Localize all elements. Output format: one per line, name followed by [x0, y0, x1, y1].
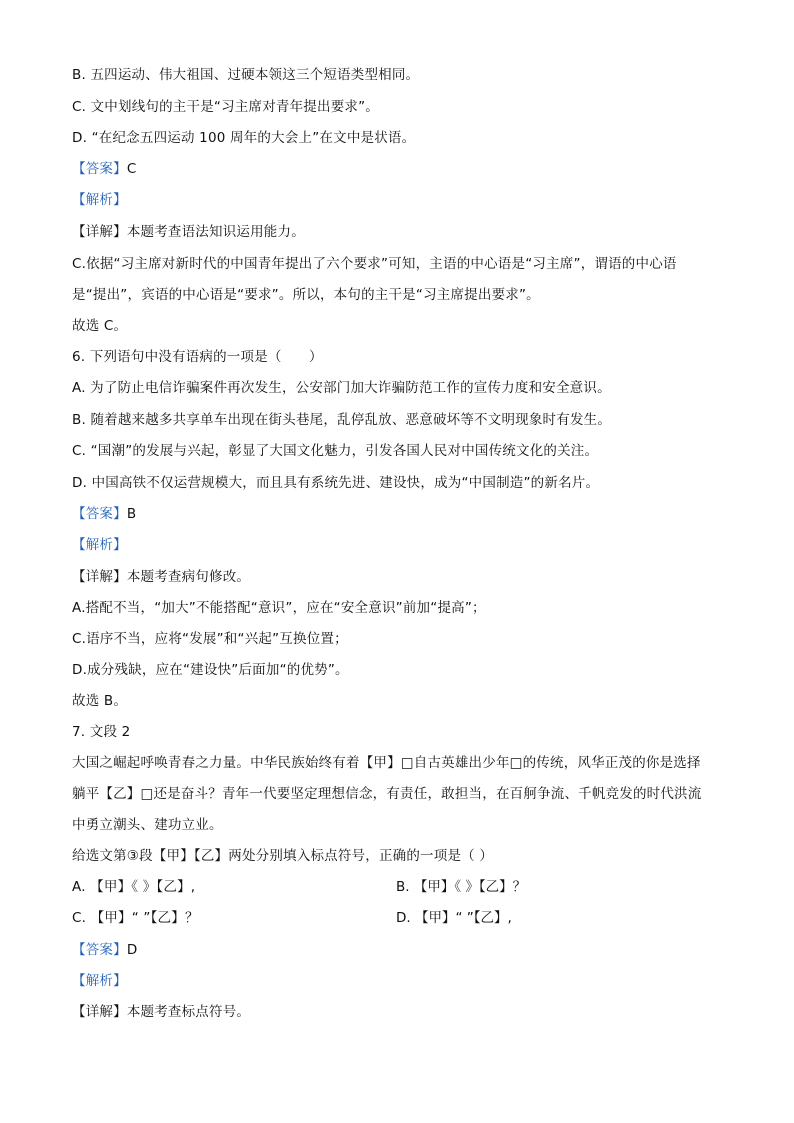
analysis-line-q7	[72, 971, 127, 991]
explanation-line: C.语序不当，应将“发展”和“兴起”互换位置；	[72, 631, 348, 647]
answer-line-q6	[72, 504, 136, 524]
answer-line-q5	[72, 159, 136, 179]
explanation-line: 是“提出”，宾语的中心语是“要求”。所以，本句的主干是“习主席提出要求”。	[72, 287, 540, 303]
question-7-stem: 给选文第③段【甲】【乙】两处分别填入标点符号，正确的一项是（ ）	[72, 848, 494, 864]
detail-text: 本题考查病句修改。	[126, 569, 251, 585]
question-6-stem: 6. 下列语句中没有语病的一项是（ ）	[72, 349, 323, 365]
analysis-line-q6	[72, 535, 127, 555]
detail-tag: 【详解】	[72, 569, 127, 585]
answer-value: B	[126, 506, 137, 522]
passage-line: 中勇立潮头、建功立业。	[72, 817, 223, 833]
question-7-label: 7. 文段 2	[72, 724, 131, 740]
explanation-line: C.依据“习主席对新时代的中国青年提出了六个要求”可知，主语的中心语是“习主席”，谓语的中心语	[72, 256, 677, 272]
passage-line: 大国之崛起呼唤青春之力量。中华民族始终有着【甲】□自古英雄出少年□的传统，风华正茂的你是选择	[72, 755, 701, 771]
option-c-q7: C. 【甲】“ ”【乙】？	[72, 910, 199, 926]
passage-line: 躺平【乙】□还是奋斗？青年一代要坚定理想信念，有责任，敢担当，在百舸争流、千帆竞发的时代洪流	[72, 786, 702, 802]
conclusion-line: 故选 C。	[72, 318, 128, 334]
analysis-line-q5	[72, 190, 127, 210]
option-a-q7: A. 【甲】《 》【乙】,	[72, 879, 196, 895]
option-d-q6: D. 中国高铁不仅运营规模大，而且具有系统先进、建设快，成为“中国制造”的新名片。	[72, 475, 600, 491]
analysis-tag: 【解析】	[72, 537, 127, 553]
answer-value: C	[126, 161, 137, 177]
explanation-line: A.搭配不当，“加大”不能搭配“意识”，应在“安全意识”前加“提高”；	[72, 600, 486, 616]
option-d-q5: D. “在纪念五四运动 100 周年的大会上”在文中是状语。	[72, 130, 416, 146]
answer-tag: 【答案】	[72, 942, 127, 958]
detail-text: 本题考查标点符号。	[126, 1004, 251, 1020]
option-c-q6: C. “国潮”的发展与兴起，彰显了大国文化魅力，引发各国人民对中国传统文化的关注。	[72, 443, 599, 459]
explanation-line: D.成分残缺，应在“建设快”后面加“的优势”。	[72, 662, 349, 678]
detail-line-q6	[72, 567, 250, 587]
option-b-q6: B. 随着越来越多共享单车出现在街头巷尾，乱停乱放、恶意破坏等不文明现象时有发生。	[72, 412, 612, 428]
answer-value: D	[126, 942, 138, 958]
conclusion-line: 故选 B。	[72, 693, 128, 709]
option-c-q5: C. 文中划线句的主干是“习主席对青年提出要求”。	[72, 99, 379, 115]
detail-text: 本题考查语法知识运用能力。	[126, 224, 305, 240]
detail-line-q7	[72, 1002, 250, 1022]
option-d-q7: D. 【甲】“ ”【乙】,	[396, 910, 512, 926]
detail-tag: 【详解】	[72, 224, 127, 240]
option-b-q7: B. 【甲】《 》【乙】？	[396, 879, 527, 895]
answer-tag: 【答案】	[72, 161, 127, 177]
detail-line-q5	[72, 222, 305, 242]
detail-tag: 【详解】	[72, 1004, 127, 1020]
answer-tag: 【答案】	[72, 506, 127, 522]
option-b-q5: B. 五四运动、伟大祖国、过硬本领这三个短语类型相同。	[72, 67, 420, 83]
option-a-q6: A. 为了防止电信诈骗案件再次发生，公安部门加大诈骗防范工作的宣传力度和安全意识。	[72, 380, 611, 396]
analysis-tag: 【解析】	[72, 192, 127, 208]
answer-line-q7	[72, 940, 137, 960]
analysis-tag: 【解析】	[72, 973, 127, 989]
